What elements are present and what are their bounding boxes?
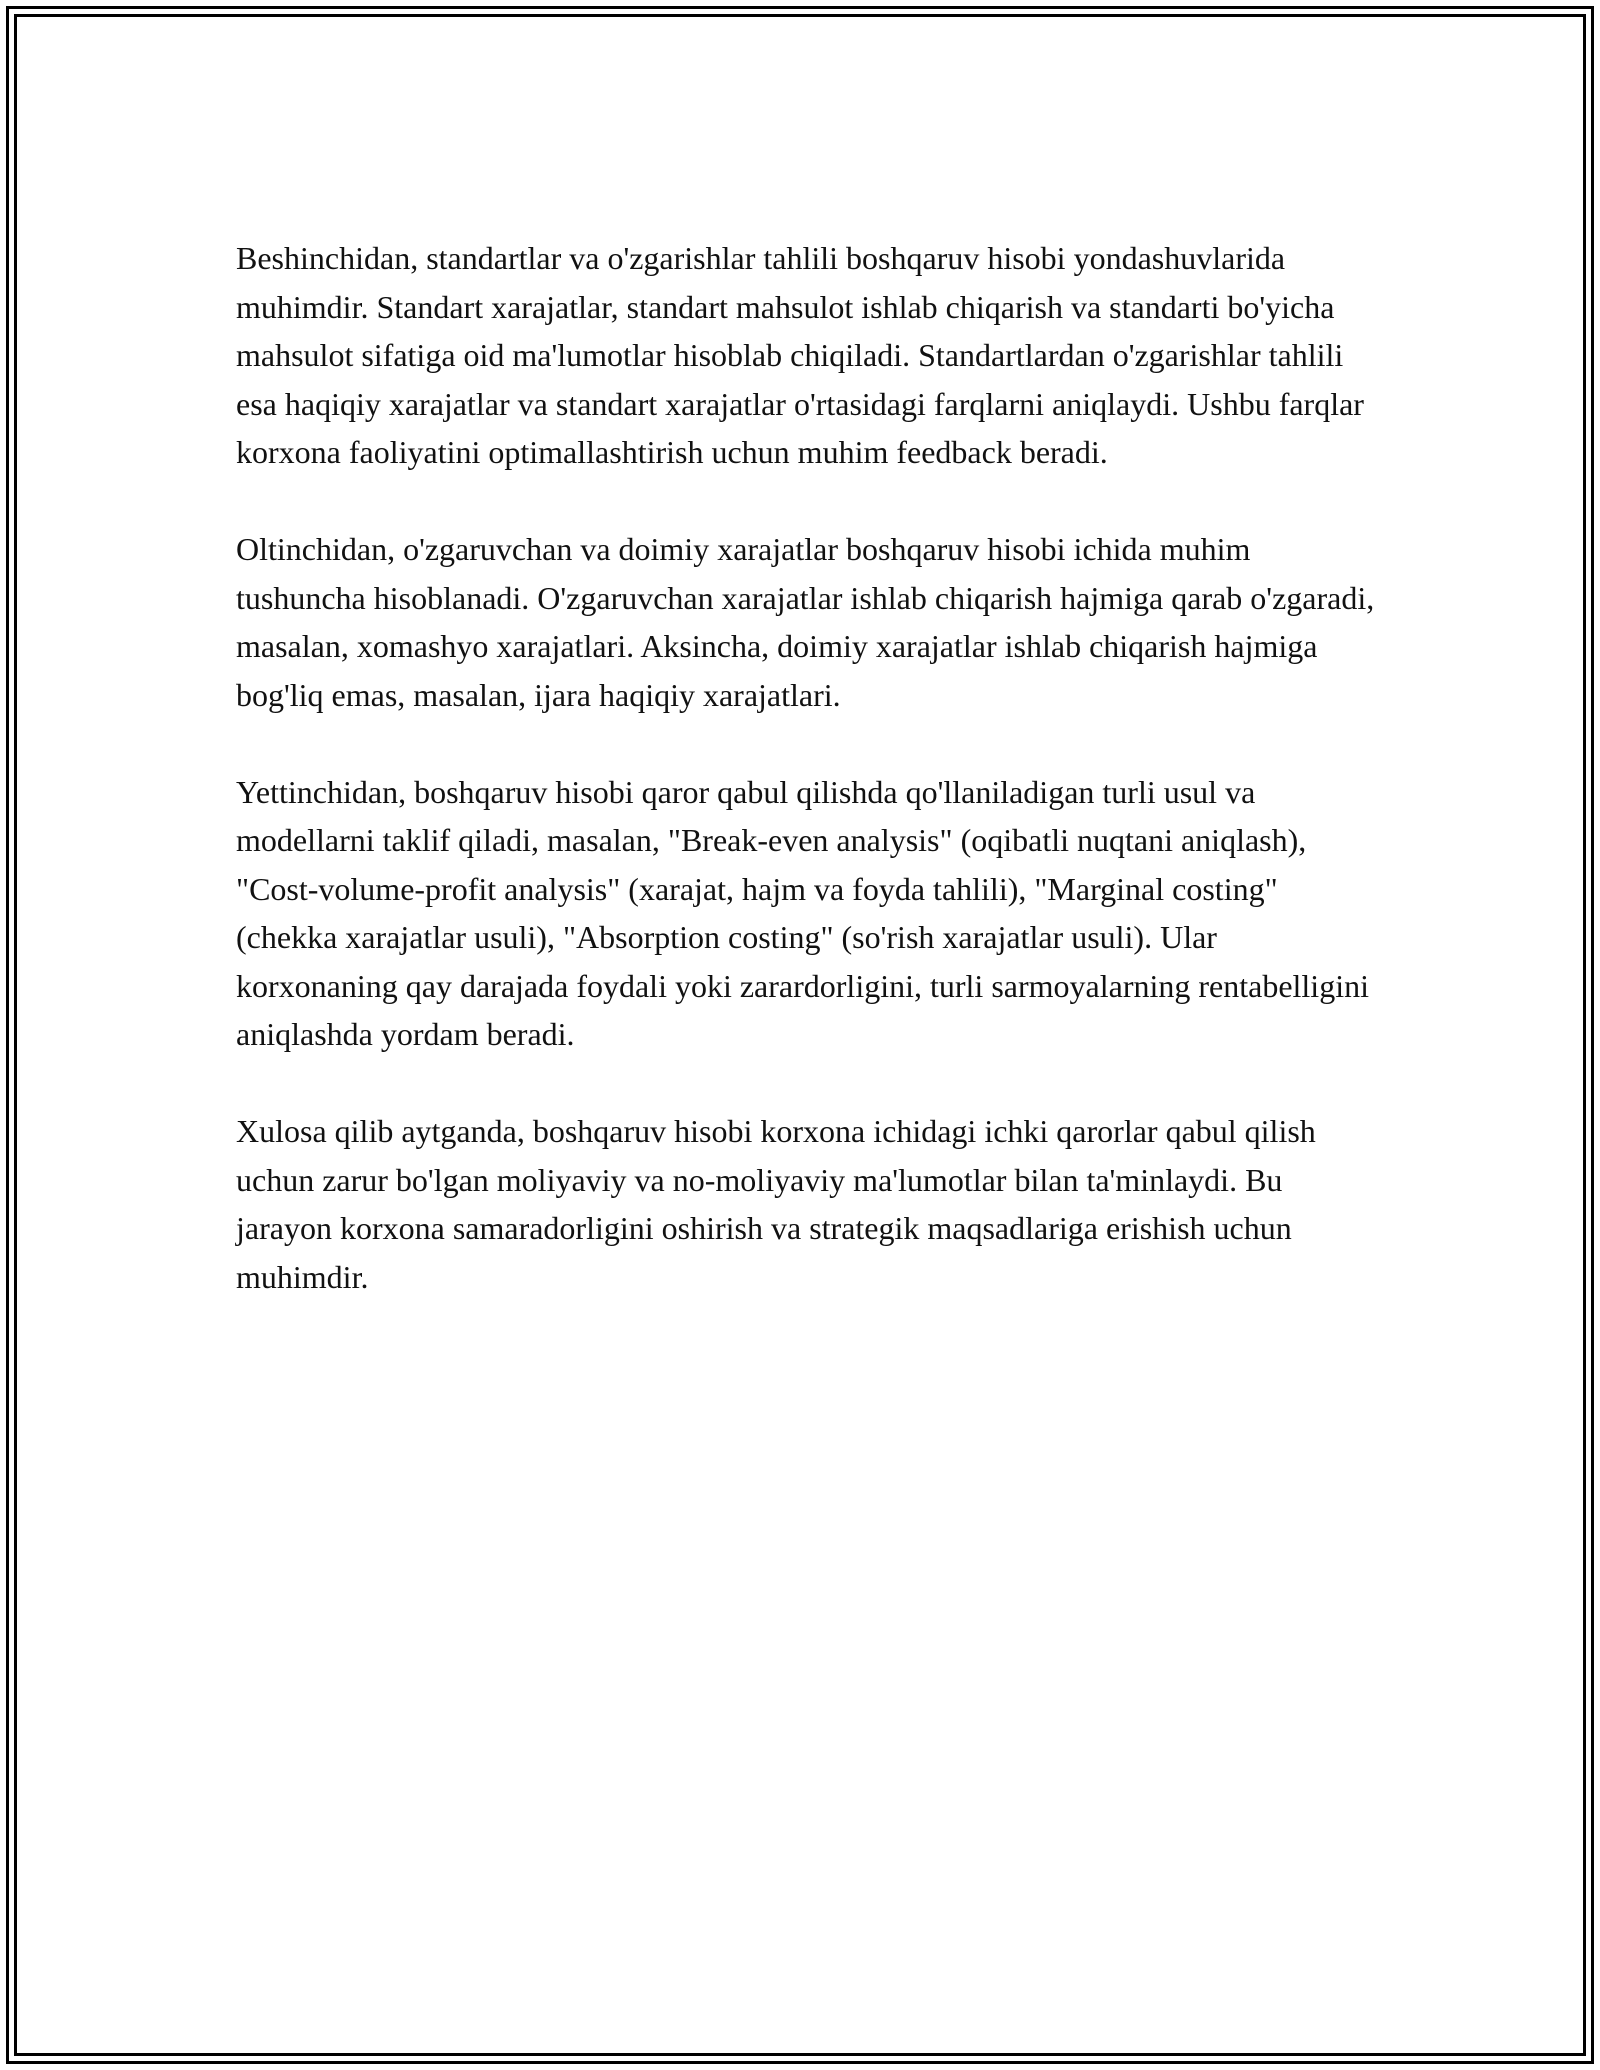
paragraph-yettinchidan: Yettinchidan, boshqaruv hisobi qaror qabul qilishda qo'llaniladigan turli usul va modellarni taklif qiladi, masalan, "Break-even analysis" (oqibatli nuqtani aniqlash), "Cost-volume-profit analysis" (xarajat, hajm va foyda tahlili), "Marginal costing" (chekka xarajatlar usuli), "Absorption costing" (so'rish xarajatlar usuli). Ular korxonaning qay darajada foydali yoki zarardorligini, turli sarmoyalarning rentabelligini aniqlashda yordam beradi. <box>236 773 1369 1052</box>
paragraph-oltinchidan: Oltinchidan, o'zgaruvchan va doimiy xarajatlar boshqaruv hisobi ichida muhim tushuncha hisoblanadi. O'zgaruvchan xarajatlar ishlab chiqarish hajmiga qarab o'zgaradi, masalan, xomashyo xarajatlari. Aksincha, doimiy xarajatlar ishlab chiqarish hajmiga bog'liq emas, masalan, ijara haqiqiy xarajatlari. <box>236 531 1375 713</box>
paragraph-xulosa: Xulosa qilib aytganda, boshqaruv hisobi korxona ichidagi ichki qarorlar qabul qilish uchun zarur bo'lgan moliyaviy va no-moliyaviy ma'lumotlar bilan ta'minlaydi. Bu jarayon korxona samaradorligini oshirish va strategik maqsadlariga erishish uchun muhimdir. <box>236 1113 1316 1295</box>
document-body <box>236 234 1386 1350</box>
paragraph-beshinchidan: Beshinchidan, standartlar va o'zgarishlar tahlili boshqaruv hisobi yondashuvlarida muhimdir. Standart xarajatlar, standart mahsulot ishlab chiqarish va standarti bo'yicha mahsulot sifatiga oid ma'lumotlar hisoblab chiqiladi. Standartlardan o'zgarishlar tahlili esa haqiqiy xarajatlar va standart xarajatlar o'rtasidagi farqlarni aniqlaydi. Ushbu farqlar korxona faoliyatini optimallashtirish uchun muhim feedback beradi. <box>236 240 1364 470</box>
